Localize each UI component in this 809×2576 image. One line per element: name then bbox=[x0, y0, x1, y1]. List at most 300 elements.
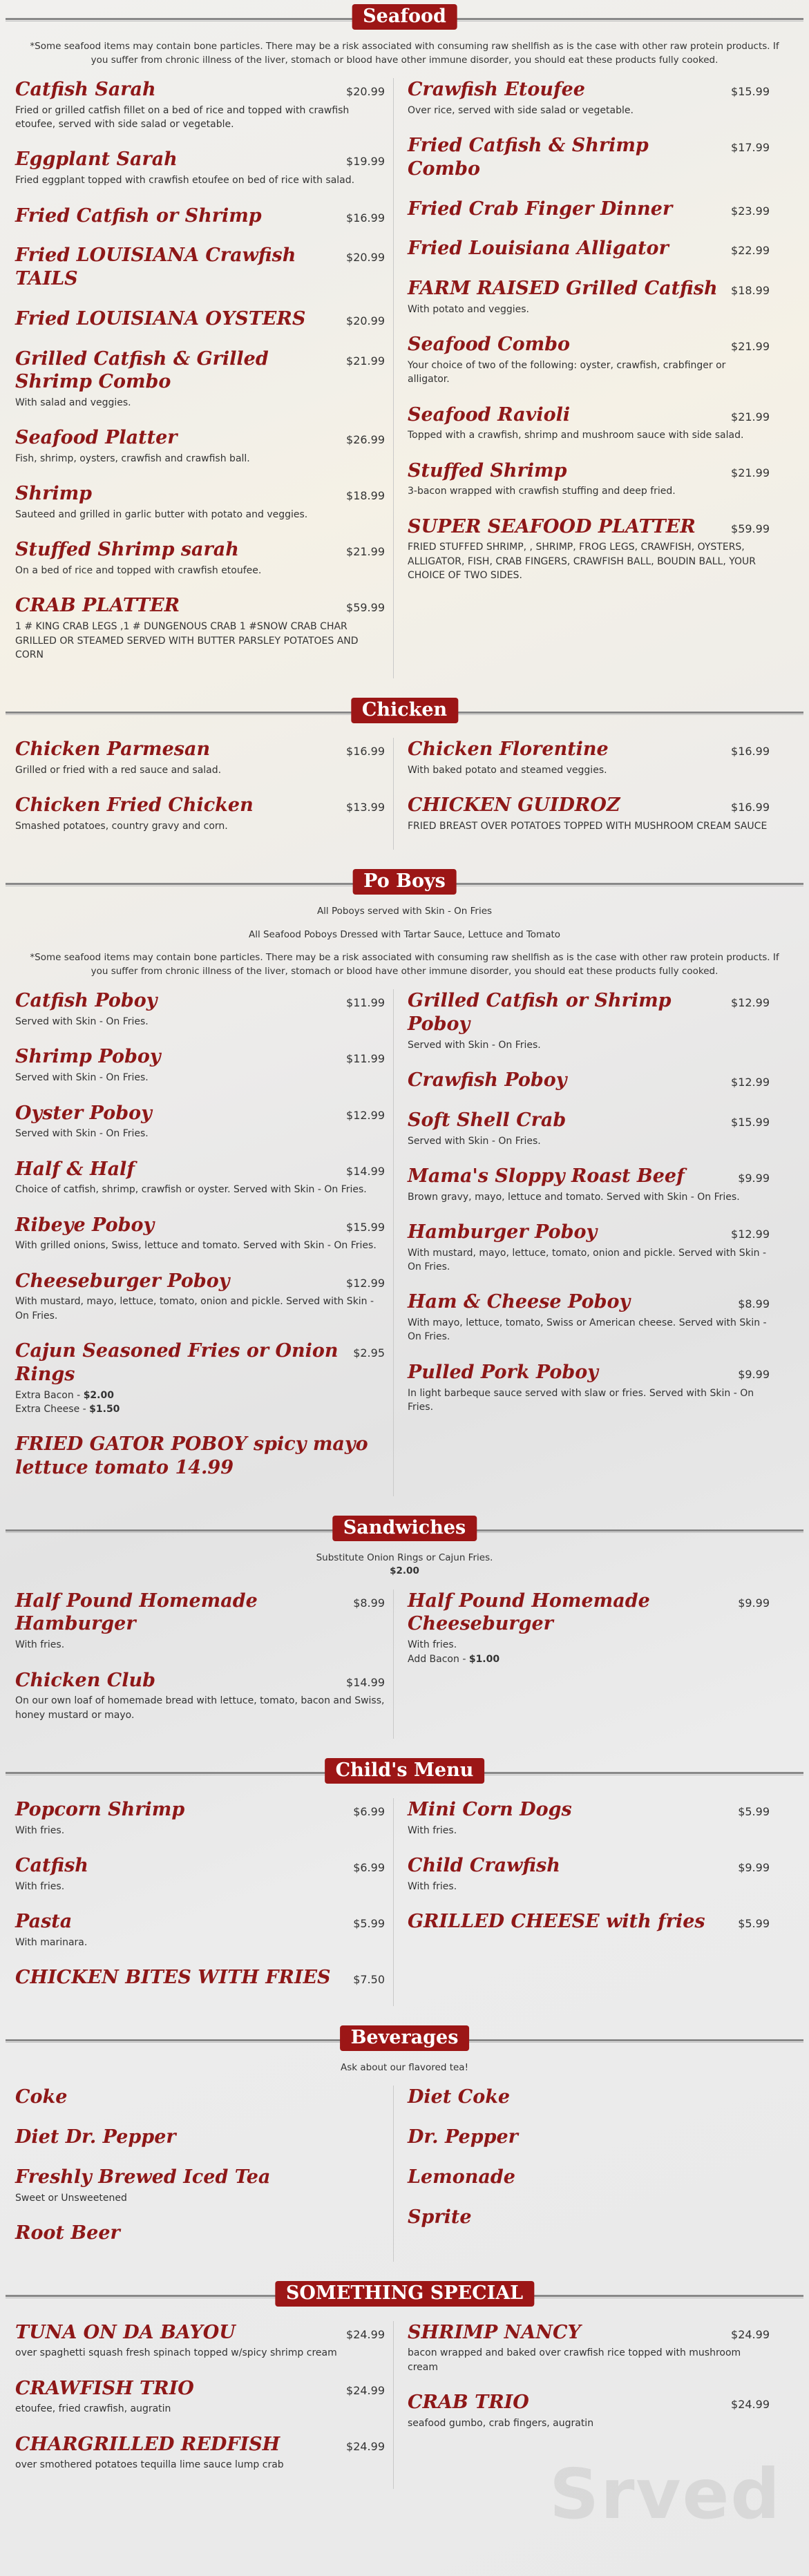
menu-item bbox=[15, 2126, 385, 2149]
section-notes bbox=[0, 899, 809, 989]
menu-item-name: Sprite bbox=[408, 2206, 472, 2228]
menu-item bbox=[15, 594, 385, 662]
menu-item bbox=[408, 1069, 770, 1092]
menu-item bbox=[15, 1270, 385, 1323]
menu-item bbox=[408, 277, 770, 316]
menu-item-price: $9.99 bbox=[738, 1367, 770, 1381]
menu-item-price: $5.99 bbox=[353, 1916, 385, 1930]
menu-item-name: Freshly Brewed Iced Tea bbox=[15, 2166, 271, 2188]
menu-item-price: $24.99 bbox=[346, 2439, 385, 2453]
menu-item-price: $9.99 bbox=[738, 1596, 770, 1610]
menu-item-header bbox=[15, 1798, 385, 1822]
menu-item-name: Diet Coke bbox=[408, 2086, 511, 2108]
menu-item bbox=[408, 794, 770, 833]
menu-item bbox=[408, 333, 770, 386]
menu-column-right bbox=[394, 1590, 788, 1739]
menu-item-header bbox=[15, 794, 385, 817]
section-note: All Poboys served with Skin - On Fries bbox=[316, 906, 493, 917]
menu-item-header bbox=[15, 1433, 385, 1480]
menu-item-description: 1 # KING CRAB LEGS ,1 # DUNGENOUS CRAB 1 #SNOW CRAB CHAR GRILLED OR STEAMED SERVED WITH BUTTER PARSLEY POTATOES AND CORN bbox=[15, 621, 359, 660]
menu-item-header bbox=[15, 2321, 385, 2345]
menu-item-header bbox=[15, 2433, 385, 2456]
menu-item-header bbox=[15, 148, 385, 171]
menu-item-name: Seafood Combo bbox=[408, 334, 571, 356]
menu-item-name: CHICKEN BITES WITH FRIES bbox=[15, 1967, 331, 1989]
menu-item-description: Smashed potatoes, country gravy and corn. bbox=[15, 820, 228, 832]
menu-item bbox=[408, 1109, 770, 1148]
menu-item-name: SUPER SEAFOOD PLATTER bbox=[408, 515, 696, 537]
menu-item-description: On our own loaf of homemade bread with lettuce, tomato, bacon and Swiss, honey mustard or mayo. bbox=[15, 1695, 385, 1721]
menu-item-name: Hamburger Poboy bbox=[408, 1221, 598, 1243]
menu-item bbox=[15, 538, 385, 578]
menu-item-name: CHICKEN GUIDROZ bbox=[408, 794, 620, 817]
section-notes bbox=[0, 2056, 809, 2086]
menu-item-description: Brown gravy, mayo, lettuce and tomato. Served with Skin - On Fries. bbox=[408, 1191, 740, 1203]
menu-item bbox=[408, 78, 770, 117]
menu-item-price: $16.99 bbox=[731, 745, 770, 759]
menu-item-description: Fried eggplant topped with crawfish etoufee on bed of rice with salad. bbox=[15, 175, 355, 187]
menu-item bbox=[15, 1158, 385, 1197]
menu-item-header bbox=[408, 459, 770, 483]
menu-item-name: Fried Louisiana Alligator bbox=[408, 238, 669, 260]
menu-item-price: $14.99 bbox=[346, 1675, 385, 1689]
menu-item-header bbox=[15, 2126, 385, 2149]
menu-item-extra-price: $1.00 bbox=[468, 1653, 500, 1665]
menu-item bbox=[408, 1221, 770, 1274]
menu-item-header bbox=[408, 277, 770, 300]
menu-item-price: $21.99 bbox=[346, 354, 385, 368]
menu-item bbox=[15, 1339, 385, 1416]
menu-item-description: 3-bacon wrapped with crawfish stuffing and deep fried. bbox=[408, 486, 676, 497]
menu-item-price: $24.99 bbox=[346, 2383, 385, 2397]
section-note-price: $2.00 bbox=[390, 1565, 419, 1577]
menu-column-right bbox=[394, 78, 788, 678]
menu-item bbox=[15, 1433, 385, 1480]
section-header bbox=[0, 865, 809, 899]
menu-item-price: $12.99 bbox=[731, 1076, 770, 1089]
menu-item-name: Dr. Pepper bbox=[408, 2126, 518, 2148]
menu-item bbox=[408, 738, 770, 777]
menu-item-price: $17.99 bbox=[731, 141, 770, 155]
menu-item bbox=[15, 2086, 385, 2109]
menu-item-description: With salad and veggies. bbox=[15, 397, 131, 409]
menu-item-extra-price: $2.00 bbox=[83, 1389, 114, 1401]
menu-item bbox=[408, 2321, 770, 2374]
menu-item-price: $13.99 bbox=[346, 801, 385, 814]
menu-item-price: $20.99 bbox=[346, 251, 385, 265]
menu-item-header bbox=[408, 515, 770, 539]
menu-item-description: Served with Skin - On Fries. bbox=[15, 1128, 149, 1140]
watermark-logo: Srved bbox=[549, 2454, 781, 2535]
menu-item bbox=[15, 1910, 385, 1949]
menu-item bbox=[15, 1214, 385, 1253]
menu-item bbox=[15, 148, 385, 187]
menu-item-description: FRIED STUFFED SHRIMP, , SHRIMP, FROG LEGS, CRAWFISH, OYSTERS, ALLIGATOR, FISH, CRAB FINGERS, CRAWFISH BALL, BOUDIN BALL, YOUR CHOICE OF TWO SIDES. bbox=[408, 542, 756, 581]
section-title: Sandwiches bbox=[332, 1516, 477, 1541]
menu-item-name: GRILLED CHEESE with fries bbox=[408, 1910, 705, 1932]
menu-item-name: CRAB TRIO bbox=[408, 2391, 529, 2413]
menu-item-header bbox=[408, 2086, 770, 2109]
section-header bbox=[0, 1754, 809, 1788]
menu-item-description: etoufee, fried crawfish, augratin bbox=[15, 2403, 171, 2415]
menu-item-name: Fried LOUISIANA OYSTERS bbox=[15, 307, 306, 330]
menu-item-price: $20.99 bbox=[346, 314, 385, 327]
section-notes bbox=[0, 1546, 809, 1590]
menu-item-header bbox=[15, 1669, 385, 1692]
menu-item-price: $16.99 bbox=[346, 211, 385, 225]
menu-item-name: SHRIMP NANCY bbox=[408, 2321, 581, 2343]
menu-item-name: Catfish bbox=[15, 1854, 88, 1876]
menu-item-name: Catfish Sarah bbox=[15, 79, 156, 101]
menu-item-description: seafood gumbo, crab fingers, augratin bbox=[408, 2417, 594, 2429]
menu-item-name: Fried Catfish or Shrimp bbox=[15, 204, 262, 227]
section-child-s-menu bbox=[0, 1754, 809, 2006]
menu-item bbox=[15, 794, 385, 833]
section-title: SOMETHING SPECIAL bbox=[275, 2281, 534, 2307]
menu-item bbox=[408, 515, 770, 583]
menu-item-name: Coke bbox=[15, 2086, 68, 2108]
menu-item-price: $24.99 bbox=[731, 2327, 770, 2341]
menu-item-price: $9.99 bbox=[738, 1172, 770, 1185]
menu-item-description: In light barbeque sauce served with slaw or fries. Served with Skin - On Fries. bbox=[408, 1387, 754, 1413]
menu-item-extra-label: Add Bacon - bbox=[408, 1653, 469, 1665]
menu-column-right bbox=[394, 1798, 788, 2006]
menu-item-header bbox=[15, 426, 385, 450]
menu-item-name: Fried LOUISIANA Crawfish TAILS bbox=[15, 245, 296, 290]
menu-item-name: Stuffed Shrimp bbox=[408, 459, 567, 481]
menu-item-header bbox=[15, 1590, 385, 1637]
section-note: Substitute Onion Rings or Cajun Fries. bbox=[316, 1552, 493, 1563]
menu-item-extra bbox=[15, 1389, 385, 1402]
menu-item-name: Child Crawfish bbox=[408, 1854, 560, 1876]
menu-item-extra-price: $1.50 bbox=[89, 1403, 120, 1415]
menu-item bbox=[408, 2391, 770, 2430]
menu-item-price: $6.99 bbox=[353, 1804, 385, 1818]
menu-item-price: $18.99 bbox=[731, 284, 770, 298]
menu-item-name: CRAB PLATTER bbox=[15, 595, 180, 617]
menu-item bbox=[408, 198, 770, 221]
menu-column-left bbox=[0, 1590, 394, 1739]
menu-column-left bbox=[0, 2086, 394, 2261]
menu-item-name: TUNA ON DA BAYOU bbox=[15, 2321, 236, 2343]
section-header bbox=[0, 0, 809, 35]
menu-item-header bbox=[408, 1798, 770, 1822]
menu-item-header bbox=[408, 2206, 770, 2229]
menu-item-name: Pulled Pork Poboy bbox=[408, 1361, 598, 1383]
menu-item-price: $15.99 bbox=[731, 85, 770, 99]
menu-item-price: $20.99 bbox=[346, 85, 385, 99]
menu-item-name: Fried Catfish & Shrimp Combo bbox=[408, 135, 649, 180]
menu-item-header bbox=[15, 307, 385, 331]
menu-item bbox=[15, 2222, 385, 2245]
menu-item-header bbox=[408, 1910, 770, 1934]
menu-item-price: $21.99 bbox=[731, 340, 770, 354]
section-title: Seafood bbox=[352, 4, 457, 30]
menu-column-left bbox=[0, 78, 394, 678]
section-title: Chicken bbox=[351, 698, 458, 723]
menu-item-price: $6.99 bbox=[353, 1860, 385, 1874]
menu-item-description: Choice of catfish, shrimp, crawfish or oyster. Served with Skin - On Fries. bbox=[15, 1184, 367, 1196]
menu-item-header bbox=[408, 403, 770, 427]
menu-item bbox=[408, 237, 770, 260]
menu-item-header bbox=[15, 2377, 385, 2401]
menu-item bbox=[408, 1290, 770, 1344]
menu-item bbox=[15, 244, 385, 291]
menu-item-name: Half & Half bbox=[15, 1158, 135, 1180]
menu-item bbox=[408, 1798, 770, 1838]
menu-item-price: $24.99 bbox=[346, 2327, 385, 2341]
menu-column-right bbox=[394, 2321, 788, 2489]
menu-item-header bbox=[408, 134, 770, 181]
menu-column-right bbox=[394, 989, 788, 1496]
menu-item-description: over smothered potatoes tequilla lime sauce lump crab bbox=[15, 2459, 284, 2471]
menu-item-price: $12.99 bbox=[346, 1276, 385, 1290]
menu-item bbox=[15, 989, 385, 1029]
menu-item bbox=[15, 1798, 385, 1838]
menu-item-name: Soft Shell Crab bbox=[408, 1109, 567, 1131]
menu-item bbox=[408, 1910, 770, 1934]
menu-item bbox=[408, 2086, 770, 2109]
menu-item-header bbox=[408, 1290, 770, 1314]
menu-item-description: Topped with a crawfish, shrimp and mushroom sauce with side salad. bbox=[408, 430, 744, 441]
menu-item-price: $26.99 bbox=[346, 433, 385, 447]
menu-item-price: $5.99 bbox=[738, 1804, 770, 1818]
menu-item bbox=[408, 1590, 770, 1666]
menu-item-description: Served with Skin - On Fries. bbox=[15, 1016, 149, 1028]
section-header bbox=[0, 694, 809, 728]
menu-item-header bbox=[15, 2086, 385, 2109]
menu-item-extra bbox=[15, 1402, 385, 1416]
menu-item-description: With grilled onions, Swiss, lettuce and tomato. Served with Skin - On Fries. bbox=[15, 1240, 377, 1252]
menu-item bbox=[15, 1854, 385, 1893]
menu-item-description: Fish, shrimp, oysters, crawfish and crawfish ball. bbox=[15, 453, 250, 465]
menu-item bbox=[408, 459, 770, 499]
menu-item-name: Crawfish Poboy bbox=[408, 1069, 567, 1091]
menu-item-header bbox=[15, 1158, 385, 1181]
menu-item-description: With fries. bbox=[15, 1824, 65, 1836]
menu-item-description: Served with Skin - On Fries. bbox=[408, 1039, 541, 1051]
menu-item-price: $22.99 bbox=[731, 244, 770, 258]
section-note: All Seafood Poboys Dressed with Tartar Sauce, Lettuce and Tomato bbox=[248, 928, 561, 940]
menu-item-name: Shrimp bbox=[15, 483, 93, 505]
menu-item-name: Grilled Catfish & Grilled Shrimp Combo bbox=[15, 347, 269, 393]
menu-item-description: With mustard, mayo, lettuce, tomato, onion and pickle. Served with Skin - On Fries. bbox=[408, 1247, 767, 1273]
menu-item-header bbox=[408, 237, 770, 260]
menu-item-extra bbox=[408, 1652, 770, 1666]
menu-item-price: $11.99 bbox=[346, 996, 385, 1010]
menu-item-price: $5.99 bbox=[738, 1916, 770, 1930]
menu-item-price: $11.99 bbox=[346, 1052, 385, 1066]
section-notes bbox=[0, 35, 809, 78]
section-title: Child's Menu bbox=[325, 1758, 485, 1784]
section-columns bbox=[0, 2086, 809, 2261]
section-something-special bbox=[0, 2277, 809, 2489]
menu-item bbox=[408, 989, 770, 1052]
menu-item-description: Served with Skin - On Fries. bbox=[408, 1135, 541, 1147]
menu-item-description: With marinara. bbox=[15, 1936, 88, 1948]
menu-item-name: Half Pound Homemade Hamburger bbox=[15, 1590, 258, 1635]
menu-item-header bbox=[15, 204, 385, 228]
menu-item-header bbox=[15, 1339, 385, 1386]
menu-item-price: $15.99 bbox=[731, 1115, 770, 1129]
menu-item bbox=[15, 204, 385, 228]
menu-item-description: With mustard, mayo, lettuce, tomato, onion and pickle. Served with Skin - On Fries. bbox=[15, 1296, 374, 1322]
menu-item-price: $8.99 bbox=[353, 1596, 385, 1610]
menu-item-header bbox=[408, 1165, 770, 1188]
menu-item-name: Half Pound Homemade Cheeseburger bbox=[408, 1590, 650, 1635]
menu-item-description: bacon wrapped and baked over crawfish rice topped with mushroom cream bbox=[408, 2347, 741, 2373]
menu-item-name: Diet Dr. Pepper bbox=[15, 2126, 176, 2148]
section-sandwiches bbox=[0, 1511, 809, 1739]
menu-item-description: With fries. bbox=[15, 1639, 65, 1651]
menu-item-price: $59.99 bbox=[731, 522, 770, 535]
menu-item-name: Mini Corn Dogs bbox=[408, 1798, 572, 1820]
menu-item-name: Lemonade bbox=[408, 2166, 515, 2188]
section-chicken bbox=[0, 694, 809, 850]
menu-item-header bbox=[15, 1910, 385, 1934]
menu-item-header bbox=[15, 244, 385, 291]
section-note: *Some seafood items may contain bone particles. There may be a risk associated with consuming raw shellfish as is the case with other raw protein products. If you suffer from chronic illness of the liver, stomach or blood have other immune disorder, you should eat these products fully cooked. bbox=[30, 41, 779, 66]
menu-item bbox=[15, 1102, 385, 1141]
menu-item-header bbox=[15, 1966, 385, 1990]
menu-item-price: $24.99 bbox=[731, 2397, 770, 2411]
menu-item-description: Sweet or Unsweetened bbox=[15, 2192, 127, 2204]
menu-column-left bbox=[0, 2321, 394, 2489]
menu-item-description: Served with Skin - On Fries. bbox=[15, 1072, 149, 1084]
menu-item bbox=[15, 1669, 385, 1722]
menu-item-header bbox=[15, 347, 385, 394]
menu-column-right bbox=[394, 2086, 788, 2261]
menu-item-price: $59.99 bbox=[346, 601, 385, 615]
menu-item-header bbox=[408, 989, 770, 1036]
menu-column-left bbox=[0, 738, 394, 850]
menu-item-name: Ribeye Poboy bbox=[15, 1214, 155, 1236]
menu-item bbox=[15, 1045, 385, 1085]
menu-item-description: With fries. bbox=[15, 1880, 65, 1892]
menu-item bbox=[15, 1966, 385, 1990]
menu-item-header bbox=[408, 1069, 770, 1092]
menu-item-header bbox=[408, 1854, 770, 1878]
menu-item-price: $21.99 bbox=[346, 545, 385, 559]
menu-item-name: Chicken Fried Chicken bbox=[15, 794, 254, 817]
menu-item-price: $16.99 bbox=[731, 801, 770, 814]
menu-item-name: Eggplant Sarah bbox=[15, 149, 178, 171]
menu-item-name: Pasta bbox=[15, 1910, 73, 1932]
menu-item-header bbox=[15, 2222, 385, 2245]
menu-item bbox=[15, 1590, 385, 1652]
menu-item-price: $19.99 bbox=[346, 155, 385, 169]
section-columns bbox=[0, 989, 809, 1496]
section-note: Ask about our flavored tea! bbox=[340, 2061, 468, 2073]
section-beverages bbox=[0, 2021, 809, 2262]
menu-item-description: over spaghetti squash fresh spinach topped w/spicy shrimp cream bbox=[15, 2347, 337, 2359]
menu-item-header bbox=[15, 1102, 385, 1125]
menu-item bbox=[15, 2377, 385, 2416]
menu-item-header bbox=[15, 594, 385, 618]
menu-item-header bbox=[408, 2166, 770, 2189]
menu-item-header bbox=[15, 1214, 385, 1237]
menu-item-description: With fries. bbox=[408, 1639, 457, 1651]
menu-item bbox=[408, 2126, 770, 2149]
menu-item-price: $12.99 bbox=[731, 996, 770, 1010]
section-header bbox=[0, 2277, 809, 2311]
menu-item-description: Your choice of two of the following: oyster, crawfish, crabfinger or alligator. bbox=[408, 359, 726, 385]
menu-item bbox=[15, 2321, 385, 2360]
menu-item-description: On a bed of rice and topped with crawfish etoufee. bbox=[15, 565, 262, 577]
menu-item-header bbox=[15, 482, 385, 506]
menu-item-header bbox=[15, 538, 385, 562]
menu-column-left bbox=[0, 1798, 394, 2006]
menu-item bbox=[408, 1165, 770, 1204]
menu-item-name: Root Beer bbox=[15, 2222, 120, 2244]
menu-item-header bbox=[15, 1045, 385, 1069]
menu-item-description: FRIED BREAST OVER POTATOES TOPPED WITH MUSHROOM CREAM SAUCE bbox=[408, 820, 768, 832]
menu-item-name: Chicken Club bbox=[15, 1669, 155, 1691]
menu-item-name: Ham & Cheese Poboy bbox=[408, 1291, 631, 1313]
menu-item bbox=[15, 426, 385, 466]
menu-item bbox=[408, 403, 770, 443]
menu-item bbox=[408, 2206, 770, 2229]
menu-item-header bbox=[408, 333, 770, 356]
menu-item-name: Popcorn Shrimp bbox=[15, 1798, 185, 1820]
menu-item bbox=[15, 307, 385, 331]
menu-item-name: Cheeseburger Poboy bbox=[15, 1270, 230, 1292]
menu-item-name: Fried Crab Finger Dinner bbox=[408, 198, 673, 220]
menu-item-description: With potato and veggies. bbox=[408, 303, 529, 315]
menu-item-price: $23.99 bbox=[731, 204, 770, 218]
menu-item bbox=[15, 2166, 385, 2205]
menu-item-description: With mayo, lettuce, tomato, Swiss or American cheese. Served with Skin - On Fries. bbox=[408, 1317, 767, 1343]
menu-item bbox=[15, 347, 385, 410]
section-note: *Some seafood items may contain bone particles. There may be a risk associated with consuming raw shellfish as is the case with other raw protein products. If you suffer from chronic illness of the liver, stomach or blood have other immune disorder, you should eat these products fully cooked. bbox=[30, 952, 779, 977]
menu-item-header bbox=[408, 198, 770, 221]
menu-item-header bbox=[408, 2321, 770, 2345]
section-columns bbox=[0, 78, 809, 678]
menu-item-header bbox=[408, 1361, 770, 1384]
menu-item-price: $8.99 bbox=[738, 1297, 770, 1311]
menu-item-price: $21.99 bbox=[731, 410, 770, 423]
menu-item bbox=[15, 2433, 385, 2472]
menu-item bbox=[408, 1854, 770, 1893]
menu-item-description: Fried or grilled catfish fillet on a bed of rice and topped with crawfish etoufee, served with side salad or vegetable. bbox=[15, 104, 350, 131]
menu-item-name: Chicken Florentine bbox=[408, 738, 609, 761]
menu-item-price: $18.99 bbox=[346, 489, 385, 503]
menu-item-price: $12.99 bbox=[731, 1228, 770, 1241]
menu-item-name: Mama's Sloppy Roast Beef bbox=[408, 1165, 685, 1187]
menu-item-header bbox=[408, 78, 770, 102]
menu-item-price: $7.50 bbox=[353, 1973, 385, 1987]
menu-item-extra-label: Extra Cheese - bbox=[15, 1403, 90, 1415]
menu-item-price: $21.99 bbox=[731, 466, 770, 479]
section-columns bbox=[0, 2321, 809, 2489]
menu-item-name: Oyster Poboy bbox=[15, 1102, 152, 1124]
menu-item-description: With baked potato and steamed veggies. bbox=[408, 764, 607, 776]
menu-item bbox=[408, 2166, 770, 2189]
section-title: Beverages bbox=[340, 2025, 470, 2051]
section-columns bbox=[0, 1798, 809, 2006]
menu-item-name: Shrimp Poboy bbox=[15, 1046, 161, 1068]
section-title: Po Boys bbox=[352, 869, 457, 895]
menu-item-header bbox=[15, 1854, 385, 1878]
menu-item-header bbox=[15, 2166, 385, 2189]
menu-item-name: Stuffed Shrimp sarah bbox=[15, 539, 239, 561]
menu-item-name: Crawfish Etoufee bbox=[408, 79, 585, 101]
menu-item-description: Over rice, served with side salad or vegetable. bbox=[408, 104, 634, 116]
menu-item-name: CRAWFISH TRIO bbox=[15, 2377, 194, 2399]
menu-item-name: Cajun Seasoned Fries or Onion Rings bbox=[15, 1340, 339, 1385]
menu-item-header bbox=[408, 1221, 770, 1244]
menu-item-extra-label: Extra Bacon - bbox=[15, 1389, 84, 1401]
